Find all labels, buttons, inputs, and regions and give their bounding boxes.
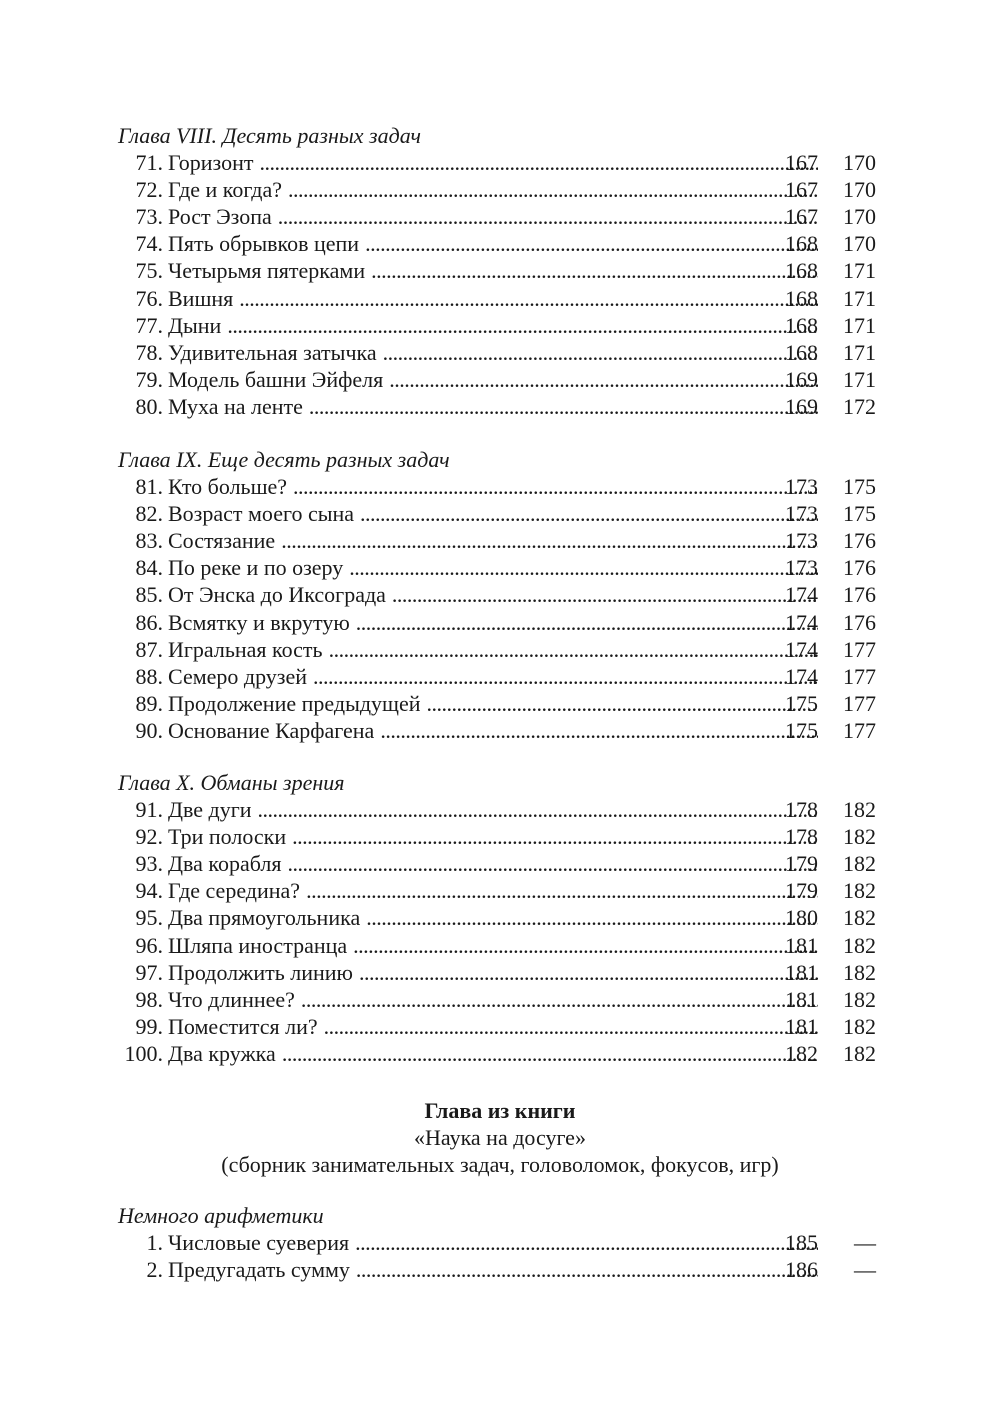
entry-number: 81. [135, 474, 163, 499]
entry-answer-page: 182 [843, 1040, 876, 1066]
entry-number: 94. [135, 878, 163, 904]
entry-problem-page: 174 [785, 582, 818, 608]
toc-entry[interactable] [0, 285, 1000, 312]
toc-entry[interactable] [0, 473, 1000, 500]
entry-problem-page: 182 [785, 1040, 818, 1066]
entry-title: Пять обрывков цепи [168, 231, 360, 257]
toc-entry[interactable] [0, 149, 1000, 176]
entry-problem-page: 179 [785, 851, 818, 877]
appendix-section-title: Немного арифметики [118, 1203, 324, 1228]
entry-problem-page: 175 [785, 690, 818, 716]
toc-entry[interactable] [0, 986, 1000, 1013]
entry-title: По реке и по озеру [168, 555, 344, 581]
toc-entry[interactable] [0, 959, 1000, 986]
entry-title: Горизонт [168, 150, 254, 175]
dot-leader [324, 1013, 818, 1040]
dot-leader [329, 636, 818, 663]
entry-problem-page: 167 [785, 177, 818, 203]
entry-answer-page: 171 [843, 339, 876, 365]
entry-problem-page: 173 [785, 501, 818, 527]
entry-title: Семеро друзей [168, 663, 308, 689]
entry-problem-page: 174 [785, 609, 818, 635]
entry-number: 71. [135, 150, 163, 175]
entry-leader [168, 1256, 818, 1283]
dot-leader [365, 230, 818, 257]
entry-leader [168, 230, 818, 257]
entry-leader [168, 690, 818, 717]
entry-answer-page: 171 [843, 312, 876, 338]
entry-problem-page: 185 [785, 1230, 818, 1255]
toc-entry[interactable] [0, 312, 1000, 339]
dot-leader [313, 663, 818, 690]
entry-answer-page: 177 [843, 663, 876, 689]
entry-problem-page: 168 [785, 258, 818, 284]
dot-leader [260, 149, 818, 176]
toc-entry[interactable] [0, 1040, 1000, 1067]
entry-answer-page: 182 [843, 851, 876, 877]
entry-problem-page: 181 [785, 959, 818, 985]
entry-leader [168, 285, 818, 312]
entry-problem-page: 179 [785, 878, 818, 904]
entry-title: Удивительная затычка [168, 339, 377, 365]
dot-leader [278, 203, 818, 230]
dot-leader [301, 986, 818, 1013]
entry-answer-page: 170 [843, 150, 876, 175]
entry-answer-page: 182 [843, 824, 876, 850]
entry-title: Дыни [168, 312, 222, 338]
entry-leader [168, 986, 818, 1013]
entry-problem-page: 181 [785, 932, 818, 958]
entry-number: 97. [135, 959, 163, 985]
entry-number: 87. [135, 636, 163, 662]
entry-number: 82. [135, 501, 163, 527]
entry-number: 74. [135, 231, 163, 257]
entry-title: Два кружка [168, 1040, 276, 1066]
toc-entry[interactable] [0, 932, 1000, 959]
entry-title: Игральная кость [168, 636, 323, 662]
entry-answer-page: — [854, 1257, 876, 1283]
entry-problem-page: 168 [785, 285, 818, 311]
entry-leader [168, 473, 818, 500]
entry-number: 77. [135, 312, 163, 338]
toc-entry[interactable] [0, 904, 1000, 931]
entry-number: 73. [135, 204, 163, 230]
entry-problem-page: 180 [785, 905, 818, 931]
entry-answer-page: 182 [843, 932, 876, 958]
entry-leader [168, 366, 818, 393]
entry-number: 92. [135, 824, 163, 850]
entry-problem-page: 169 [785, 366, 818, 392]
dot-leader [371, 257, 818, 284]
toc-entry[interactable] [0, 554, 1000, 581]
entry-problem-page: 169 [785, 393, 818, 419]
entry-problem-page: 175 [785, 717, 818, 743]
entry-problem-page: 186 [785, 1257, 818, 1283]
toc-entry[interactable] [0, 823, 1000, 850]
entry-problem-page: 168 [785, 312, 818, 338]
dot-leader [349, 554, 818, 581]
entry-title: Возраст моего сына [168, 501, 355, 527]
appendix-heading: Глава из книги [424, 1098, 576, 1123]
entry-leader [168, 257, 818, 284]
entry-title: Что длиннее? [168, 986, 295, 1012]
toc-entry[interactable] [0, 1229, 1000, 1256]
toc-entry[interactable] [0, 1013, 1000, 1040]
entry-leader [168, 149, 818, 176]
dot-leader [356, 1256, 818, 1283]
entry-answer-page: 182 [843, 1013, 876, 1039]
entry-title: Два корабля [168, 851, 282, 877]
dot-leader [366, 904, 818, 931]
entry-title: Состязание [168, 528, 276, 554]
entry-problem-page: 173 [785, 528, 818, 554]
entry-title: Продолжение предыдущей [168, 690, 421, 716]
entry-title: Шляпа иностранца [168, 932, 348, 958]
entry-number: 91. [135, 797, 163, 822]
entry-number: 95. [135, 905, 163, 931]
entry-leader [168, 554, 818, 581]
toc-entry[interactable] [0, 339, 1000, 366]
entry-leader [168, 176, 818, 203]
appendix-book-title: «Наука на досуге» [414, 1125, 586, 1150]
entry-leader [168, 339, 818, 366]
entry-title: Где середина? [168, 878, 301, 904]
entry-answer-page: 171 [843, 258, 876, 284]
entry-number: 78. [135, 339, 163, 365]
entry-leader [168, 717, 818, 744]
entry-leader [168, 393, 818, 420]
toc-entry[interactable] [0, 1256, 1000, 1283]
entry-title: Числовые суеверия [168, 1230, 350, 1255]
toc-entry[interactable] [0, 500, 1000, 527]
entry-title: Где и когда? [168, 177, 283, 203]
toc-entry[interactable] [0, 636, 1000, 663]
dot-leader [383, 339, 818, 366]
entry-title: Продолжить линию [168, 959, 353, 985]
toc-entry[interactable] [0, 230, 1000, 257]
entry-answer-page: 182 [843, 797, 876, 822]
entry-leader [168, 796, 818, 823]
entry-answer-page: — [854, 1230, 876, 1255]
entry-number: 89. [135, 690, 163, 716]
entry-answer-page: 176 [843, 528, 876, 554]
entry-title: Модель башни Эйфеля [168, 366, 384, 392]
entry-leader [168, 959, 818, 986]
entry-answer-page: 171 [843, 285, 876, 311]
appendix-subtitle: (сборник занимательных задач, головоломок, фокусов, игр) [221, 1152, 779, 1177]
entry-number: 90. [135, 717, 163, 743]
entry-leader [168, 500, 818, 527]
entry-leader [168, 609, 818, 636]
dot-leader [258, 796, 818, 823]
toc-entry[interactable] [0, 609, 1000, 636]
dot-leader [360, 500, 818, 527]
toc-entry[interactable] [0, 877, 1000, 904]
toc-entry[interactable] [0, 717, 1000, 744]
entry-title: Всмятку и вкрутую [168, 609, 350, 635]
entry-number: 76. [135, 285, 163, 311]
dot-leader [427, 690, 818, 717]
entry-problem-page: 181 [785, 986, 818, 1012]
entry-leader [168, 932, 818, 959]
toc-entry[interactable] [0, 257, 1000, 284]
entry-answer-page: 170 [843, 177, 876, 203]
entry-title: Кто больше? [168, 474, 288, 499]
toc-entry[interactable] [0, 663, 1000, 690]
entry-problem-page: 181 [785, 1013, 818, 1039]
entry-title: Два прямоугольника [168, 905, 361, 931]
entry-problem-page: 178 [785, 797, 818, 822]
dot-leader [288, 176, 818, 203]
entry-leader [168, 1040, 818, 1067]
entry-number: 80. [135, 393, 163, 419]
entry-number: 83. [135, 528, 163, 554]
entry-answer-page: 176 [843, 582, 876, 608]
entry-answer-page: 182 [843, 959, 876, 985]
entry-number: 88. [135, 663, 163, 689]
entry-number: 79. [135, 366, 163, 392]
entry-leader [168, 663, 818, 690]
dot-leader [356, 609, 818, 636]
entry-number: 100. [124, 1040, 163, 1066]
entry-title: Две дуги [168, 797, 252, 822]
entry-title: Рост Эзопа [168, 204, 272, 230]
entry-title: Поместится ли? [168, 1013, 318, 1039]
entry-problem-page: 167 [785, 150, 818, 175]
entry-title: Вишня [168, 285, 234, 311]
entry-answer-page: 170 [843, 231, 876, 257]
entry-title: От Энска до Иксограда [168, 582, 386, 608]
toc-entry[interactable] [0, 581, 1000, 608]
dot-leader [355, 1229, 818, 1256]
entry-answer-page: 170 [843, 204, 876, 230]
entry-title: Три полоски [168, 824, 287, 850]
dot-leader [380, 717, 818, 744]
entry-leader [168, 877, 818, 904]
toc-entry[interactable] [0, 796, 1000, 823]
entry-answer-page: 182 [843, 878, 876, 904]
dot-leader [292, 823, 818, 850]
dot-leader [389, 366, 818, 393]
entry-number: 93. [135, 851, 163, 877]
entry-answer-page: 182 [843, 905, 876, 931]
dot-leader [287, 850, 818, 877]
entry-answer-page: 182 [843, 986, 876, 1012]
chapter-9-title: Глава IX. Еще десять разных задач [118, 447, 450, 472]
entry-leader [168, 823, 818, 850]
entry-problem-page: 168 [785, 231, 818, 257]
entry-title: Четырьмя пятерками [168, 258, 366, 284]
dot-leader [293, 473, 818, 500]
entry-problem-page: 174 [785, 636, 818, 662]
entry-leader [168, 527, 818, 554]
entry-number: 2. [146, 1257, 163, 1283]
entry-number: 96. [135, 932, 163, 958]
entry-leader [168, 581, 818, 608]
dot-leader [227, 312, 818, 339]
entry-title: Основание Карфагена [168, 717, 375, 743]
toc-entry[interactable] [0, 176, 1000, 203]
dot-leader [281, 527, 818, 554]
entry-leader [168, 1229, 818, 1256]
entry-answer-page: 176 [843, 555, 876, 581]
entry-title: Муха на ленте [168, 393, 303, 419]
entry-number: 1. [146, 1230, 163, 1255]
entry-number: 85. [135, 582, 163, 608]
entry-problem-page: 173 [785, 474, 818, 499]
entry-number: 72. [135, 177, 163, 203]
entry-answer-page: 175 [843, 474, 876, 499]
toc-entry[interactable] [0, 527, 1000, 554]
dot-leader [392, 581, 818, 608]
chapter-8-title: Глава VIII. Десять разных задач [118, 123, 421, 148]
toc-entry[interactable] [0, 366, 1000, 393]
entry-leader [168, 850, 818, 877]
entry-problem-page: 167 [785, 204, 818, 230]
entry-answer-page: 171 [843, 366, 876, 392]
entry-number: 99. [135, 1013, 163, 1039]
entry-answer-page: 177 [843, 636, 876, 662]
entry-answer-page: 175 [843, 501, 876, 527]
toc-entry[interactable] [0, 690, 1000, 717]
entry-number: 75. [135, 258, 163, 284]
dot-leader [306, 877, 818, 904]
dot-leader [239, 285, 818, 312]
dot-leader [309, 393, 818, 420]
entry-number: 98. [135, 986, 163, 1012]
entry-answer-page: 176 [843, 609, 876, 635]
dot-leader [282, 1040, 818, 1067]
dot-leader [359, 959, 818, 986]
entry-leader [168, 312, 818, 339]
entry-leader [168, 904, 818, 931]
entry-problem-page: 173 [785, 555, 818, 581]
entry-problem-page: 168 [785, 339, 818, 365]
entry-problem-page: 178 [785, 824, 818, 850]
entry-number: 86. [135, 609, 163, 635]
toc-entry[interactable] [0, 393, 1000, 420]
toc-entry[interactable] [0, 203, 1000, 230]
entry-leader [168, 1013, 818, 1040]
dot-leader [353, 932, 818, 959]
entry-answer-page: 177 [843, 717, 876, 743]
entry-leader [168, 636, 818, 663]
entry-answer-page: 177 [843, 690, 876, 716]
entry-problem-page: 174 [785, 663, 818, 689]
entry-leader [168, 203, 818, 230]
entry-number: 84. [135, 555, 163, 581]
entry-title: Предугадать сумму [168, 1257, 350, 1283]
chapter-10-title: Глава X. Обманы зрения [118, 770, 345, 795]
toc-entry[interactable] [0, 850, 1000, 877]
entry-answer-page: 172 [843, 393, 876, 419]
